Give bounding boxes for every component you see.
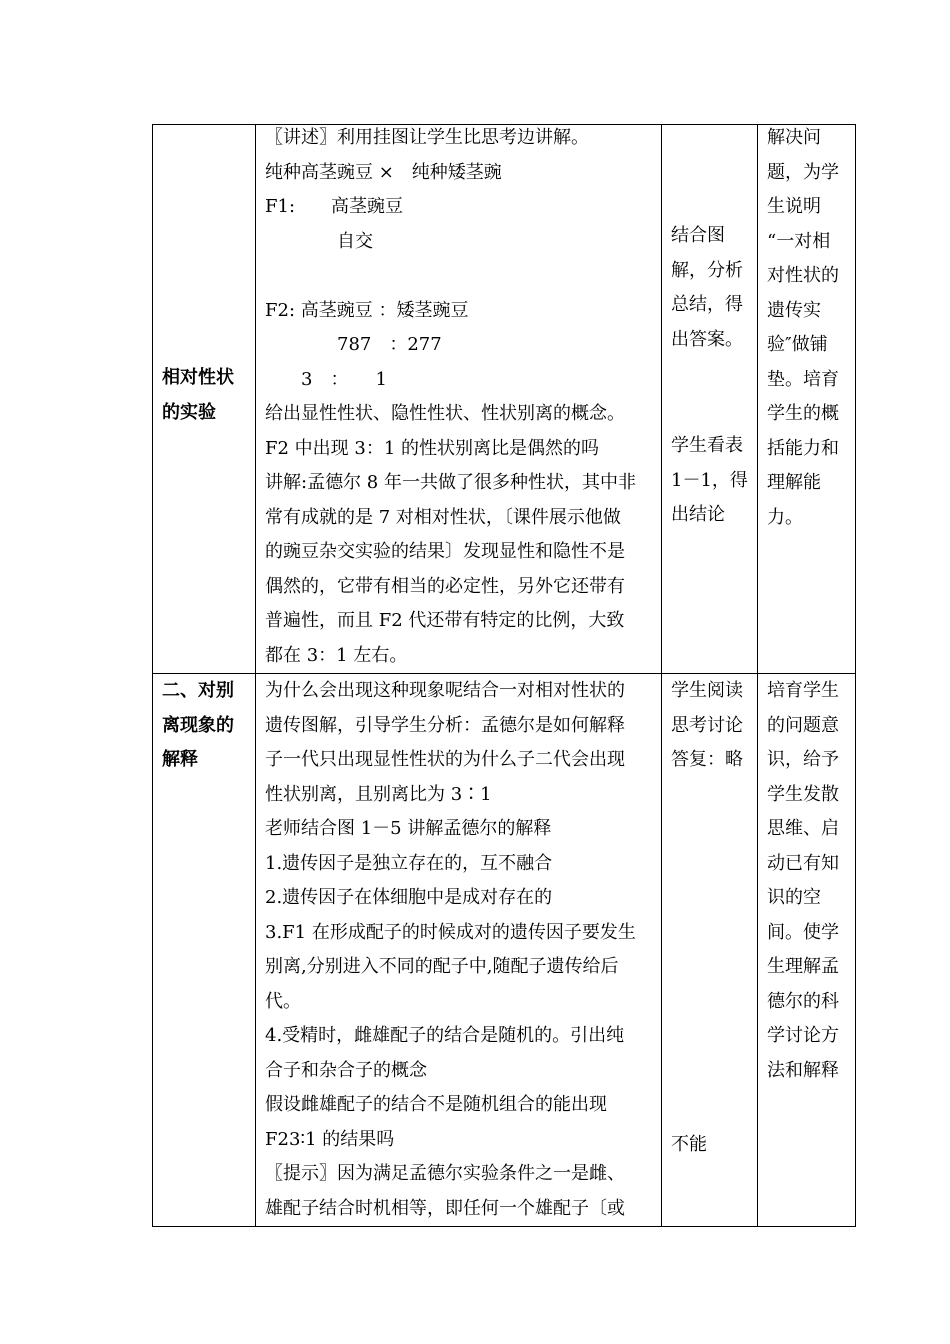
student-text: 不能 (671, 1133, 707, 1155)
content-line: F23∶1 的结果吗 (265, 1128, 395, 1150)
content-line: 给出显性性状、隐性性状、性状别离的概念。 (265, 403, 625, 424)
content-line: 遗传图解，引导学生分析：孟德尔是如何解释 (265, 714, 625, 736)
purpose-text: 思维、启 (767, 818, 839, 839)
student-text: 解，分析 (671, 259, 743, 281)
purpose-text: 解决问 (767, 127, 821, 148)
student-text: 1－1，得 (671, 469, 748, 491)
content-cell (256, 125, 662, 674)
content-line: 老师结合图 1－5 讲解孟德尔的解释 (265, 818, 552, 839)
purpose-text: 对性状的 (767, 265, 839, 286)
purpose-cell (758, 125, 856, 674)
purpose-text: 括能力和 (767, 437, 839, 459)
content-line: 偶然的，它带有相当的必定性，另外它还带有 (265, 575, 625, 597)
purpose-text: 学生发散 (767, 783, 839, 805)
content-line: 的豌豆杂交实验的结果〕发现显性和隐性不是 (265, 541, 625, 562)
student-activity-cell (662, 125, 758, 674)
content-line: 3.F1 在形成配子的时候成对的遗传因子要发生 (265, 921, 636, 943)
topic-text: 的实验 (162, 401, 216, 423)
purpose-text: 德尔的科 (767, 990, 839, 1012)
content-line: 〖讲述〗利用挂图让学生比思考边讲解。 (265, 127, 589, 148)
topic-text: 解释 (162, 749, 198, 770)
lesson-table (152, 124, 856, 1227)
student-text: 学生阅读 (671, 680, 743, 701)
content-line: 2.遗传因子在体细胞中是成对存在的 (265, 887, 553, 908)
table-row (153, 674, 856, 1227)
student-text: 答复：略 (671, 749, 743, 770)
content-line: 都在 3：1 左右。 (265, 644, 408, 666)
student-text: 思考讨论 (671, 714, 743, 736)
purpose-text: 间。使学 (767, 921, 839, 943)
purpose-cell (758, 674, 856, 1227)
content-line: 假设雌雄配子的结合不是随机组合的能出现 (265, 1094, 607, 1115)
content-line: 讲解:孟德尔 8 年一共做了很多种性状，其中非 (265, 472, 636, 493)
content-line: 性状别离，且别离比为 3∶1 (265, 783, 492, 805)
topic-text: 相对性状 (162, 367, 234, 388)
purpose-text: 培育学生 (767, 680, 839, 701)
topic-text: 离现象的 (162, 714, 234, 736)
purpose-text: 遗传实 (767, 299, 821, 321)
content-line (265, 259, 655, 294)
content-line: 4.受精时，雌雄配子的结合是随机的。引出纯 (265, 1025, 625, 1046)
content-line: 合子和杂合子的概念 (265, 1059, 427, 1081)
student-text: 结合图 (671, 225, 725, 246)
student-text: 总结，得 (671, 294, 743, 315)
topic-cell (153, 674, 256, 1227)
purpose-text: 法和解释 (767, 1059, 839, 1081)
content-line: F1: 高茎豌豆 (265, 196, 404, 217)
purpose-text: 动已有知 (767, 852, 839, 874)
purpose-text: 题，为学 (767, 161, 839, 183)
purpose-text: “一对相 (767, 230, 831, 252)
content-line: 自交 (265, 230, 373, 252)
content-line: 子一代只出现显性性状的为什么子二代会出现 (265, 749, 625, 770)
student-text: 出结论 (671, 504, 725, 525)
student-activity-cell (662, 674, 758, 1227)
purpose-text: 垫。培育 (767, 368, 839, 390)
content-line: 3 ： 1 (265, 368, 387, 390)
topic-text: 二、对别 (162, 680, 234, 701)
content-line: 别离,分别进入不同的配子中,随配子遗传给后 (265, 956, 619, 977)
purpose-text: 学生的概 (767, 403, 839, 424)
purpose-text: 生说明 (767, 196, 821, 217)
student-text: 学生看表 (671, 435, 743, 456)
purpose-text: 识，给予 (767, 749, 839, 770)
table-row (153, 125, 856, 674)
content-line: 787 ：277 (265, 334, 442, 355)
content-line: 普遍性，而且 F2 代还带有特定的比例，大致 (265, 610, 625, 631)
content-line: 常有成就的是 7 对相对性状，〔课件展示他做 (265, 506, 621, 528)
purpose-text: 力。 (767, 506, 803, 528)
purpose-text: 验″做铺 (767, 334, 828, 355)
topic-cell (153, 125, 256, 674)
content-line: 为什么会出现这种现象呢结合一对相对性状的 (265, 680, 625, 701)
content-line: 雄配子结合时机相等，即任何一个雄配子〔或 (265, 1197, 625, 1219)
content-line: 代。 (265, 990, 301, 1012)
content-line: 纯种高茎豌豆 × 纯种矮茎豌 (265, 161, 502, 183)
content-cell (256, 674, 662, 1227)
purpose-text: 的问题意 (767, 714, 839, 736)
content-line: F2: 高茎豌豆 ：矮茎豌豆 (265, 299, 469, 321)
purpose-text: 生理解孟 (767, 956, 839, 977)
content-line: 〖提示〗因为满足孟德尔实验条件之一是雌、 (265, 1163, 625, 1184)
content-line: 1.遗传因子是独立存在的，互不融合 (265, 852, 553, 874)
purpose-text: 理解能 (767, 472, 821, 493)
student-text: 出答案。 (671, 328, 743, 350)
purpose-text: 学讨论方 (767, 1025, 839, 1046)
content-line: F2 中出现 3：1 的性状别离比是偶然的吗 (265, 437, 600, 459)
purpose-text: 识的空 (767, 887, 821, 908)
